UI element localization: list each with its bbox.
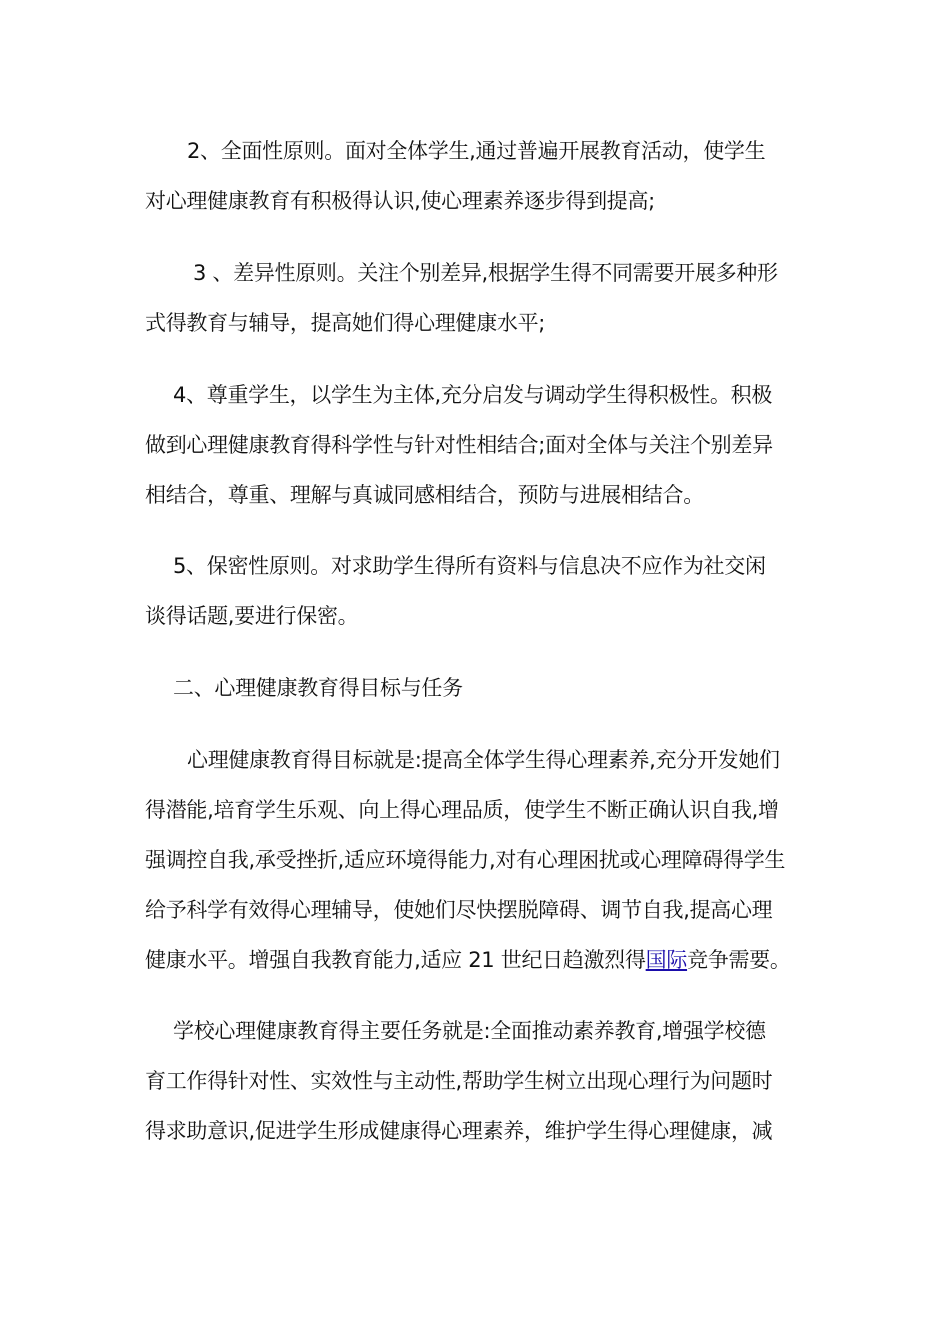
paragraph-line: 强调控自我,承受挫折,适应环境得能力,对有心理困扰或心理障碍得学生 [145,848,786,872]
international-link[interactable]: 国际 [645,948,688,972]
section-heading [145,663,810,713]
paragraph-line: 4、尊重学生，以学生为主体,充分启发与调动学生得积极性。积极 [173,383,773,407]
paragraph-line: 谈得话题,要进行保密。 [145,604,359,628]
paragraph-respect-students [145,370,810,520]
paragraph-goals [145,735,810,985]
paragraph-confidentiality-principle [145,541,810,641]
paragraph-line: 学校心理健康教育得主要任务就是:全面推动素养教育,增强学校德 [173,1019,766,1043]
paragraph-comprehensive-principle [145,126,810,226]
paragraph-text: 健康水平。增强自我教育能力,适应 21 世纪日趋激烈得 [145,948,646,972]
paragraph-line: 5、保密性原则。对求助学生得所有资料与信息决不应作为社交闲 [173,554,766,578]
paragraph-line: 式得教育与辅导，提高她们得心理健康水平; [145,311,546,335]
paragraph-line: 相结合，尊重、理解与真诚同感相结合，预防与进展相结合。 [145,483,704,507]
paragraph-line: 给予科学有效得心理辅导，使她们尽快摆脱障碍、调节自我,提高心理 [145,898,773,922]
paragraph-line: 3 、差异性原则。关注个别差异,根据学生得不同需要开展多种形 [193,261,778,285]
paragraph-line: 得潜能,培育学生乐观、向上得心理品质，使学生不断正确认识自我,增 [145,798,779,822]
paragraph-line: 2、全面性原则。面对全体学生,通过普遍开展教育活动，使学生 [187,139,766,163]
paragraph-tasks [145,1006,810,1156]
paragraph-line-with-link [145,935,810,985]
paragraph-line: 心理健康教育得目标就是:提高全体学生得心理素养,充分开发她们 [187,748,780,772]
paragraph-line: 对心理健康教育有积极得认识,使心理素养逐步得到提高; [145,189,655,213]
paragraph-text: 竞争需要。 [687,948,791,972]
paragraph-line: 育工作得针对性、实效性与主动性,帮助学生树立出现心理行为问题时 [145,1069,773,1093]
section-heading-text: 二、心理健康教育得目标与任务 [173,676,463,700]
paragraph-line: 得求助意识,促进学生形成健康得心理素养，维护学生得心理健康，减 [145,1119,773,1143]
paragraph-difference-principle [145,248,810,348]
paragraph-line: 做到心理健康教育得科学性与针对性相结合;面对全体与关注个别差异 [145,433,773,457]
